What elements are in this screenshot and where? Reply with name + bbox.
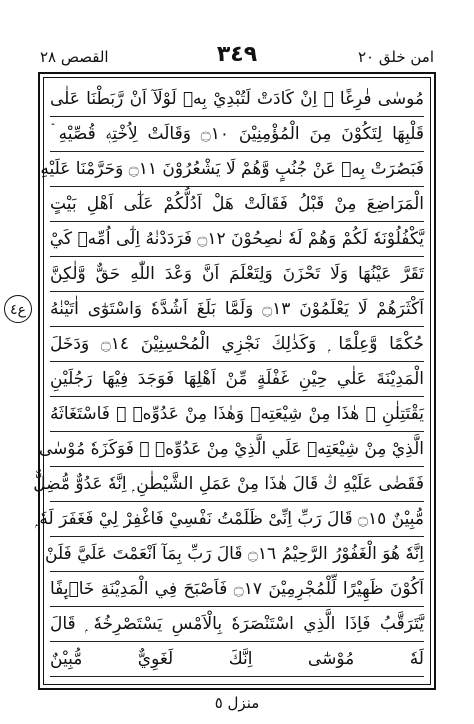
surah-name: القصص ٢٨ <box>40 48 109 66</box>
text-line: اِنَّهٗ هُوَ الْغَفُوْرُ الرَّحِيْمُ ۝١٦ قَالَ رَبِّ بِمَآ اَنْعَمْتَ عَلَيَّ فَلَنْ <box>50 537 424 572</box>
text-line: حُكْمًا وَّعِلْمًا ۭ وَكَذٰلِكَ نَجْزِي الْمُحْسِنِيْنَ ۝١٤ وَدَخَلَ <box>50 327 424 362</box>
text-line: الَّذِيْ مِنْ شِيْعَتِهٖ عَلَي الَّذِيْ مِنْ عَدُوِّهٖ ۙ فَوَكَزَهٗ مُوْسٰى <box>50 432 424 467</box>
text-line: يَّكْفُلُوْنَهٗ لَكُمْ وَهُمْ لَهٗ نٰصِحُوْنَ ۝١٢ فَرَدَدْنٰهُ اِلٰٓى اُمِّهٖ كَيْ <box>50 222 424 257</box>
page-number: ٣٤٩ <box>216 42 258 67</box>
page-header <box>40 42 434 72</box>
text-line: الْمَرَاضِعَ مِنْ قَبْلُ فَقَالَتْ هَلْ اَدُلُّكُمْ عَلٰٓى اَهْلِ بَيْتٍ <box>50 187 424 222</box>
text-line: فَبَصُرَتْ بِهٖ عَنْ جُنُبٍ وَّهُمْ لَا يَشْعُرُوْنَ ۝١١ وَحَرَّمْنَا عَلَيْهِ <box>50 152 424 187</box>
text-line: تَقَرَّ عَيْنُهَا وَلَا تَحْزَنَ وَلِتَعْلَمَ اَنَّ وَعْدَ اللّٰهِ حَقٌّ وَّلٰكِنَّ <box>50 257 424 292</box>
text-line: اَكُوْنَ ظَهِيْرًا لِّلْمُجْرِمِيْنَ ۝١٧ فَاَصْبَحَ فِي الْمَدِيْنَةِ خَاۗىِٕفًا <box>50 572 424 607</box>
text-line: مُوسٰى فٰرِغًا ۭ اِنْ كَادَتْ لَتُبْدِيْ بِهٖ لَوْلَآ اَنْ رَّبَطْنَا عَلٰى <box>50 82 424 117</box>
text-line: اَكْثَرَهُمْ لَا يَعْلَمُوْنَ ۝١٣ وَلَمَّا بَلَغَ اَشُدَّهٗ وَاسْتَوٰٓى اٰتَيْنٰهُ <box>50 292 424 327</box>
ruku-marker: ع٤ <box>4 295 32 323</box>
text-line: يَقْتَتِلٰنِ ۤ هٰذَا مِنْ شِيْعَتِهٖ وَهٰذَا مِنْ عَدُوِّهٖ ۚ فَاسْتَغَاثَهُ <box>50 397 424 432</box>
quran-text-block <box>33 82 424 680</box>
text-line: لَهٗ مُوْسٰٓى اِنَّكَ لَغَوِيٌّ مُّبِيْنٌ <box>50 642 424 677</box>
text-line: مُّبِيْنٌ ۝١٥ قَالَ رَبِّ اِنِّىْ ظَلَمْتُ نَفْسِيْ فَاغْفِرْ لِيْ فَغَفَرَ لَهٗ ۭ <box>50 502 424 537</box>
text-line: قَلْبِهَا لِتَكُوْنَ مِنَ الْمُؤْمِنِيْنَ ۝١٠ وَقَالَتْ لِاُخْتِهٖ قُصِّيْهِ ۡ <box>50 117 424 152</box>
text-line: فَقَضٰى عَلَيْهِ ڭ قَالَ هٰذَا مِنْ عَمَلِ الشَّيْطٰنِ ۭ اِنَّهٗ عَدُوٌّ مُّضِلٌّ <box>50 467 424 502</box>
text-line: يَّتَرَقَّبُ فَاِذَا الَّذِي اسْتَنْصَرَهٗ بِالْاَمْسِ يَسْتَصْرِخُهٗ ۭ قَالَ <box>50 607 424 642</box>
manzil-footer: منزل ٥ <box>214 694 260 712</box>
para-name: امن خلق ٢٠ <box>357 48 434 66</box>
text-line: الْمَدِيْنَةَ عَلٰي حِيْنِ غَفْلَةٍ مِّنْ اَهْلِهَا فَوَجَدَ فِيْهَا رَجُلَيْنِ <box>50 362 424 397</box>
